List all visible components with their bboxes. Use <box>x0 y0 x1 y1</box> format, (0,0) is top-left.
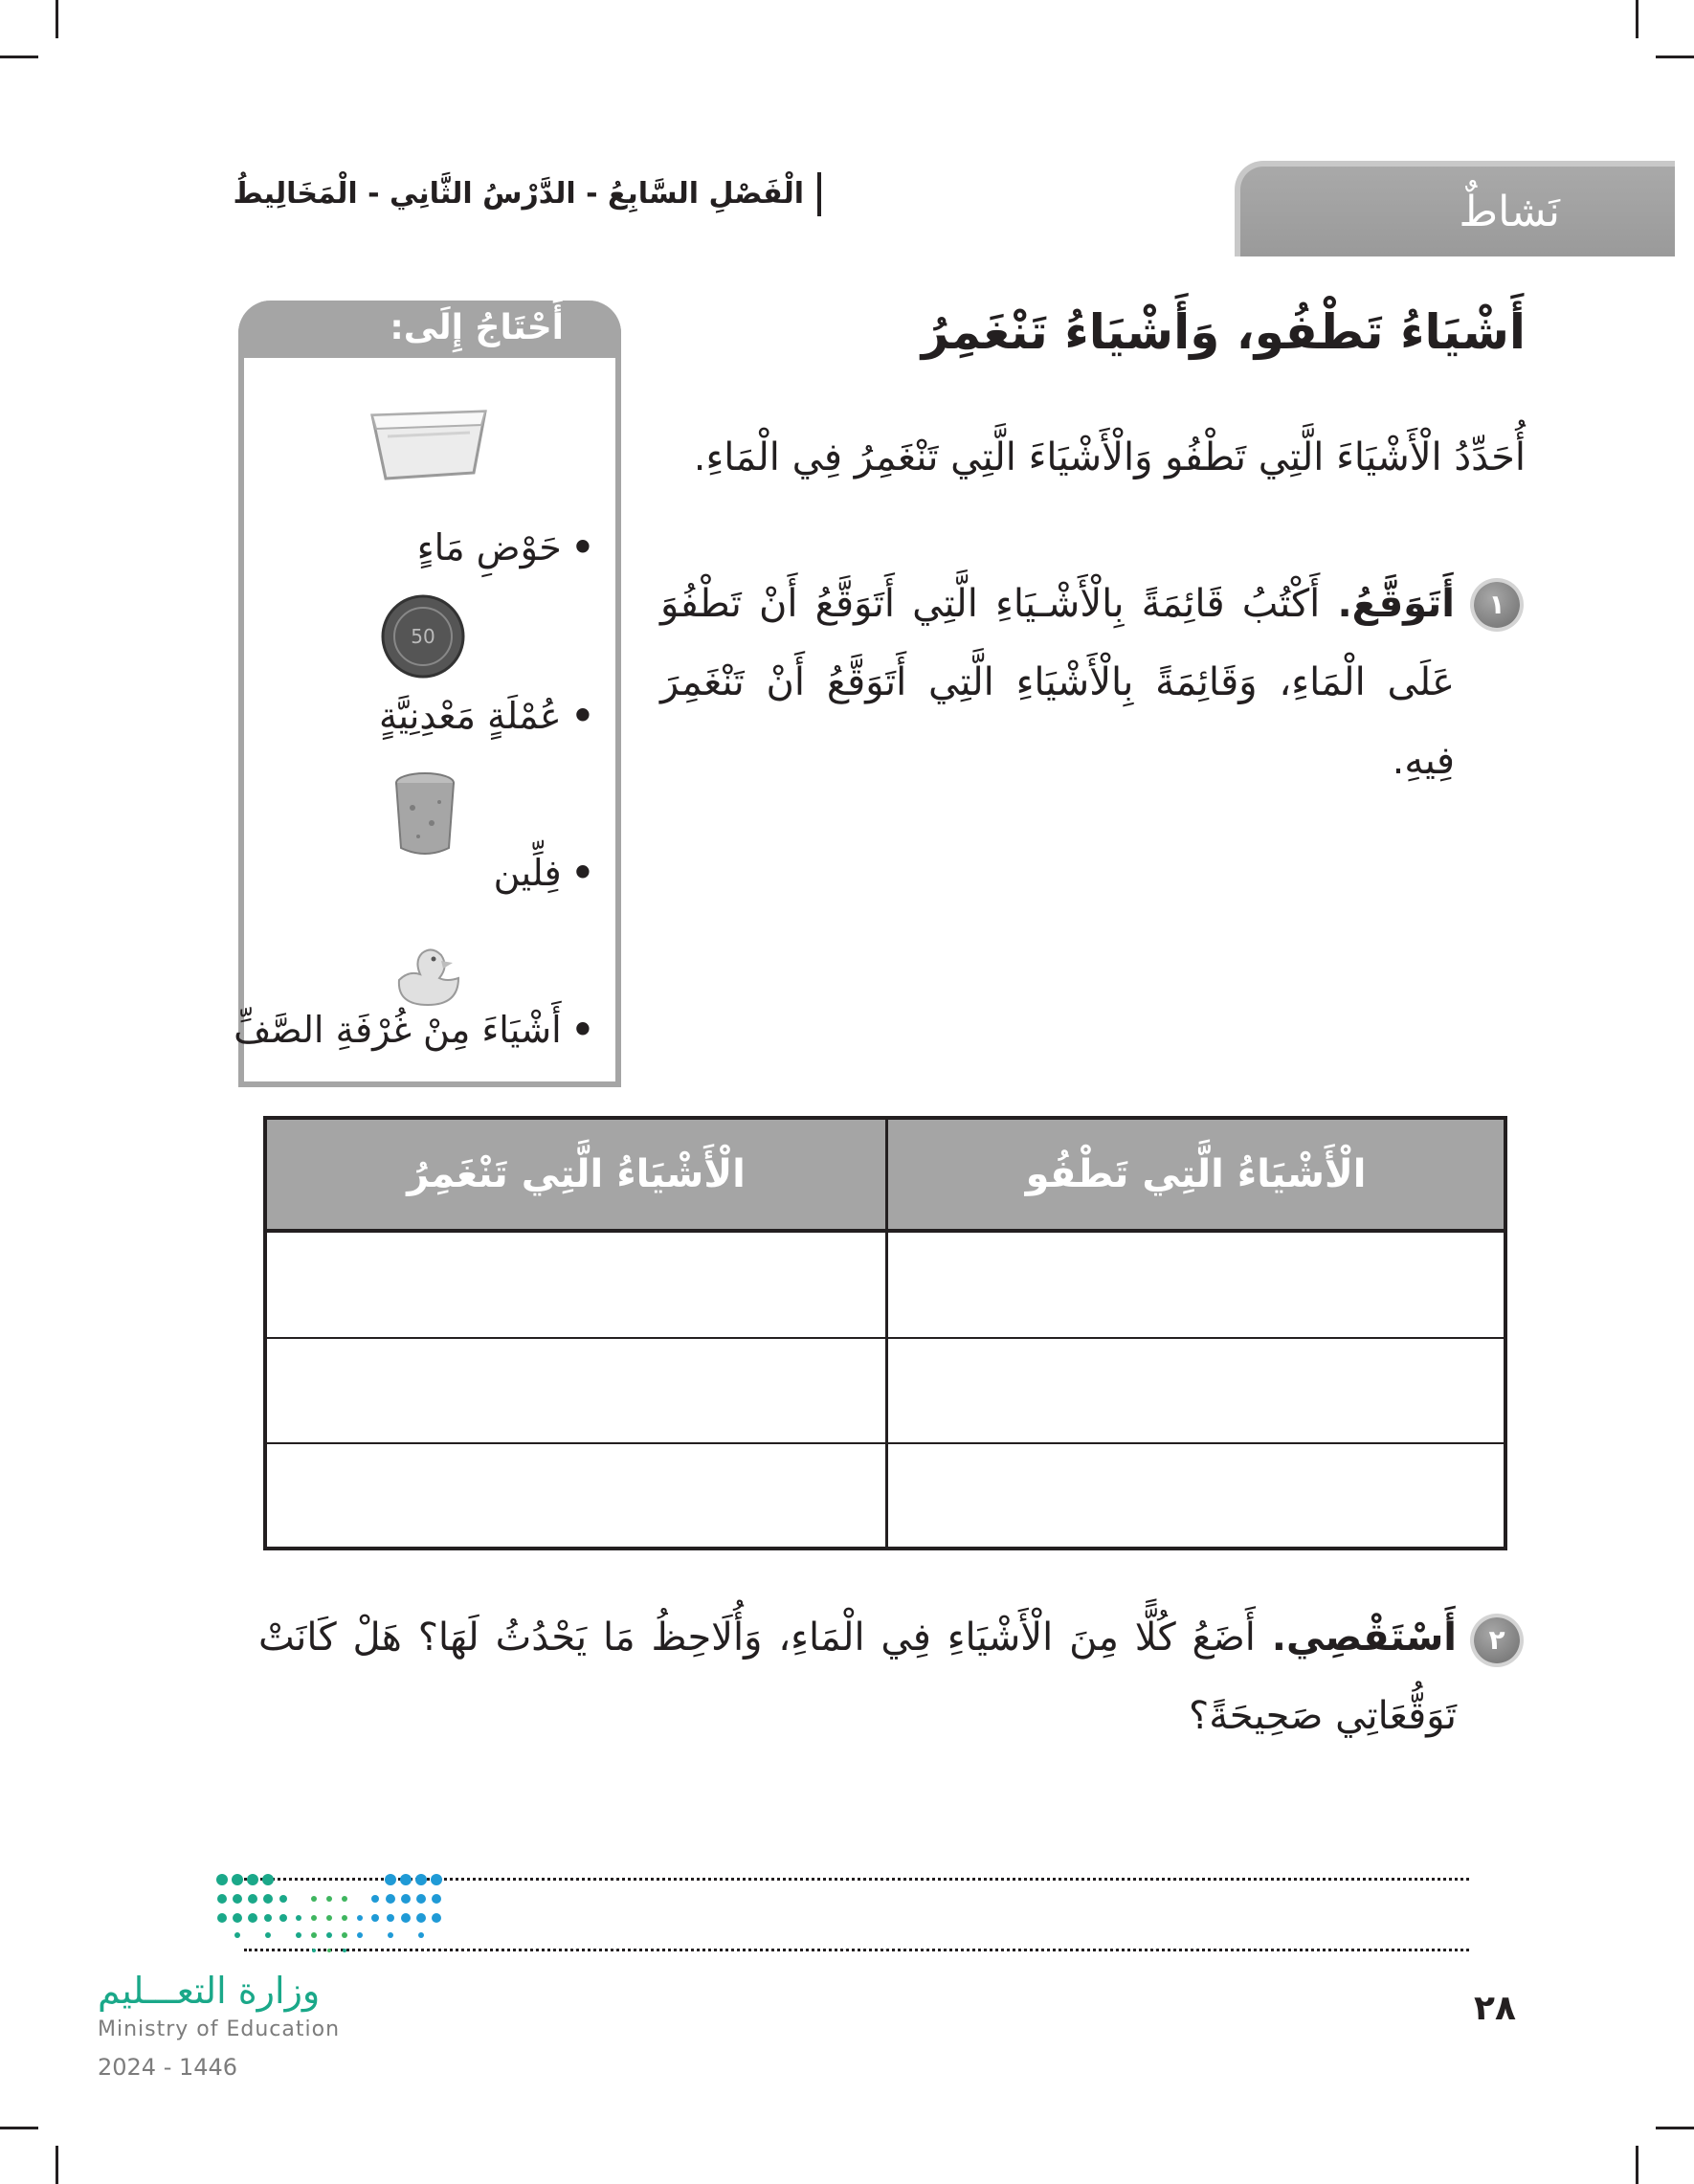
bullet-icon: • <box>570 526 594 568</box>
materials-title: أَحْتَاجُ إِلَى: <box>390 308 564 347</box>
bullet-icon: • <box>570 852 594 894</box>
crop-mark <box>1636 0 1638 38</box>
water-tub-image <box>367 404 491 486</box>
table-cell[interactable] <box>267 1442 885 1547</box>
lesson-title: أَشْيَاءُ تَطْفُو، وَأَشْيَاءُ تَنْغَمِرُ <box>921 304 1526 360</box>
step-2-keyword: أَسْتَقْصِي. <box>1271 1616 1457 1660</box>
lesson-objective: أُحَدِّدُ الْأَشْيَاءَ الَّتِي تَطْفُو وَالْأَشْيَاءَ الَّتِي تَنْغَمِرُ فِي الْمَاءِ. <box>693 435 1526 479</box>
table-cell[interactable] <box>885 1442 1504 1547</box>
step-number-1: ١ <box>1474 582 1520 628</box>
crop-mark <box>56 2146 58 2184</box>
material-item <box>379 695 594 737</box>
table-header-float: الْأَشْيَاءُ الَّتِي تَطْفُو <box>885 1120 1504 1233</box>
coin-value: 50 <box>411 625 435 648</box>
rubber-duck-image <box>390 932 466 1009</box>
materials-header <box>238 301 621 358</box>
table-cell[interactable] <box>267 1337 885 1441</box>
crop-mark <box>0 2127 38 2129</box>
material-item <box>494 852 594 894</box>
ministry-logo-icon <box>211 1872 450 1958</box>
materials-box <box>234 301 621 1087</box>
coin-image <box>380 593 466 680</box>
step-2-body: أَضَعُ كُلًّا مِنَ الْأَشْيَاءِ فِي الْمَاءِ، وَأُلَاحِظُ مَا يَحْدُثُ لَهَا؟ هَلْ كَانَتْ تَوَقُّعَاتِي صَحِيحَةً؟ <box>258 1616 1457 1738</box>
material-item <box>417 526 594 568</box>
crop-mark <box>0 56 38 58</box>
bullet-icon: • <box>570 695 594 737</box>
crop-mark <box>56 0 58 38</box>
ministry-name-english: Ministry of Education <box>98 2017 341 2041</box>
crop-mark <box>1656 2127 1694 2129</box>
step-1-text <box>660 565 1455 800</box>
step-1-body: أَكْتُبُ قَائِمَةً بِالْأَشْـيَاءِ الَّتِي أَتَوَقَّعُ أَنْ تَطْفُوَ عَلَى الْمَاءِ، وَقَائِمَةً بِالْأَشْيَاءِ الَّتِي أَتَوَقَّعُ أَنْ تَنْغَمِرَ فِيهِ. <box>660 582 1455 783</box>
table-cell[interactable] <box>885 1337 1504 1441</box>
material-item <box>234 1009 594 1051</box>
table-header-sink: الْأَشْيَاءُ الَّتِي تَنْغَمِرُ <box>267 1120 885 1233</box>
material-label: أَشْيَاءَ مِنْ غُرْفَةِ الصَّفِّ <box>234 1009 562 1051</box>
table-cell[interactable] <box>267 1233 885 1337</box>
cork-image <box>390 769 460 861</box>
step-2-text <box>258 1598 1457 1755</box>
breadcrumb: الْفَصْلِ السَّابِعُ - الدَّرْسُ الثَّانِي - الْمَخَالِيطُ <box>233 172 821 216</box>
activity-tab <box>1235 161 1675 256</box>
crop-mark <box>1636 2146 1638 2184</box>
ministry-name-arabic: وزارة التعـــليم <box>98 1970 321 2012</box>
academic-year: 2024 - 1446 <box>98 2054 238 2081</box>
bullet-icon: • <box>570 1009 594 1051</box>
table-cell[interactable] <box>885 1233 1504 1337</box>
page-number: ٢٨ <box>1474 1989 1516 2028</box>
prediction-table <box>263 1116 1507 1550</box>
material-label: فِلِّين <box>493 852 562 894</box>
material-label: عُمْلَةٍ مَعْدِنِيَّةٍ <box>378 695 562 737</box>
activity-tab-title: نَشاطٌ <box>1459 188 1560 236</box>
step-1-keyword: أَتَوَقَّعُ. <box>1337 582 1455 626</box>
material-label: حَوْضِ مَاءٍ <box>416 526 562 568</box>
step-number-2: ٢ <box>1474 1617 1520 1663</box>
crop-mark <box>1656 56 1694 58</box>
